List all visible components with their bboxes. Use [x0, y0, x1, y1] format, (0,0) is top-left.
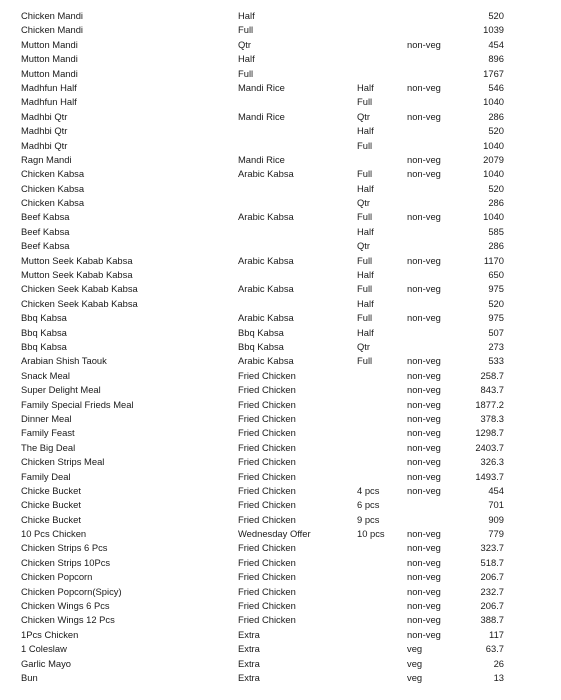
item-category: Fried Chicken [238, 585, 296, 597]
menu-row [0, 657, 561, 671]
item-category: Fried Chicken [238, 600, 296, 612]
item-name: Mutton Mandi [21, 67, 78, 79]
item-diet-type: non-veg [407, 412, 441, 424]
item-name: Chicken Strips 10Pcs [21, 556, 111, 568]
menu-row [0, 628, 561, 642]
item-size: Full [357, 211, 373, 223]
menu-row [0, 613, 561, 627]
item-price: 1767 [483, 67, 504, 79]
menu-row [0, 498, 561, 512]
item-diet-type: non-veg [407, 254, 441, 266]
item-name: Mutton Seek Kabab Kabsa [21, 269, 133, 281]
item-name: Mutton Mandi [21, 53, 78, 65]
item-price: 117 [489, 628, 504, 640]
item-diet-type: non-veg [407, 369, 441, 381]
item-price: 585 [488, 225, 504, 237]
item-category: Full [238, 67, 254, 79]
item-name: Chicken Kabsa [21, 182, 85, 194]
item-category: Fried Chicken [238, 614, 296, 626]
item-price: 378.3 [480, 412, 504, 424]
item-category: Fried Chicken [238, 384, 296, 396]
item-price: 2079 [483, 153, 504, 165]
item-name: Bun [21, 671, 38, 683]
item-price: 520 [488, 297, 504, 309]
item-name: Chicke Bucket [21, 513, 81, 525]
item-category: Fried Chicken [238, 484, 296, 496]
item-name: Chicken Mandi [21, 24, 84, 36]
menu-row [0, 671, 561, 685]
item-name: Madhfun Half [21, 81, 77, 93]
item-category: Full [238, 24, 254, 36]
menu-row [0, 599, 561, 613]
item-price: 326.3 [480, 456, 504, 468]
item-category: Fried Chicken [238, 542, 296, 554]
item-category: Fried Chicken [238, 456, 296, 468]
item-price: 323.7 [480, 542, 504, 554]
item-diet-type: non-veg [407, 110, 441, 122]
item-price: 507 [488, 326, 504, 338]
menu-row [0, 139, 561, 153]
item-price: 701 [488, 499, 504, 511]
item-diet-type: non-veg [407, 600, 441, 612]
menu-row [0, 239, 561, 253]
item-category: Half [238, 53, 255, 65]
item-price: 896 [488, 53, 504, 65]
item-price: 1040 [483, 211, 504, 223]
item-diet-type: non-veg [407, 628, 441, 640]
item-category: Fried Chicken [238, 441, 296, 453]
item-price: 520 [488, 10, 504, 21]
item-size: Full [357, 355, 373, 367]
item-category: Arabic Kabsa [238, 168, 294, 180]
item-category: Mandi Rice [238, 81, 285, 93]
item-price: 13 [493, 671, 504, 683]
item-diet-type: non-veg [407, 542, 441, 554]
menu-row [0, 110, 561, 124]
item-diet-type: non-veg [407, 81, 441, 93]
item-name: Mutton Seek Kabab Kabsa [21, 254, 133, 266]
item-name: Madhbi Qtr [21, 110, 68, 122]
menu-row [0, 52, 561, 66]
menu-row [0, 383, 561, 397]
item-name: Bbq Kabsa [21, 340, 67, 352]
item-name: Mutton Mandi [21, 38, 78, 50]
item-diet-type: non-veg [407, 456, 441, 468]
item-name: The Big Deal [21, 441, 76, 453]
item-name: Arabian Shish Taouk [21, 355, 107, 367]
item-name: Chicken Kabsa [21, 197, 85, 209]
item-size: Half [357, 125, 374, 137]
item-diet-type: non-veg [407, 528, 441, 540]
menu-row [0, 455, 561, 469]
item-price: 518.7 [480, 556, 504, 568]
item-price: 63.7 [485, 643, 504, 655]
item-name: Chicken Seek Kabab Kabsa [21, 297, 138, 309]
item-size: Half [357, 182, 374, 194]
item-category: Bbq Kabsa [238, 340, 284, 352]
item-price: 1877.2 [475, 398, 504, 410]
item-price: 909 [488, 513, 504, 525]
item-name: Chicke Bucket [21, 484, 81, 496]
item-diet-type: non-veg [407, 556, 441, 568]
item-diet-type: veg [407, 657, 423, 669]
menu-row [0, 196, 561, 210]
menu-row [0, 210, 561, 224]
item-diet-type: non-veg [407, 283, 441, 295]
item-category: Mandi Rice [238, 110, 285, 122]
item-size: Half [357, 225, 374, 237]
menu-row [0, 254, 561, 268]
item-price: 650 [488, 269, 504, 281]
item-diet-type: non-veg [407, 168, 441, 180]
item-category: Extra [238, 671, 260, 683]
menu-row [0, 167, 561, 181]
item-diet-type: non-veg [407, 484, 441, 496]
item-diet-type: non-veg [407, 384, 441, 396]
menu-row [0, 124, 561, 138]
item-size: Full [357, 312, 373, 324]
item-diet-type: non-veg [407, 571, 441, 583]
menu-row [0, 81, 561, 95]
item-category: Fried Chicken [238, 412, 296, 424]
item-price: 1493.7 [475, 470, 504, 482]
menu-row [0, 297, 561, 311]
menu-row [0, 340, 561, 354]
item-name: Chicken Wings 12 Pcs [21, 614, 115, 626]
menu-row [0, 182, 561, 196]
item-category: Arabic Kabsa [238, 254, 294, 266]
menu-row [0, 470, 561, 484]
item-name: Madhbi Qtr [21, 125, 68, 137]
menu-row [0, 642, 561, 656]
item-size: Qtr [357, 197, 371, 209]
item-name: Chicken Strips Meal [21, 456, 105, 468]
item-price: 843.7 [480, 384, 504, 396]
item-category: Bbq Kabsa [238, 326, 284, 338]
item-name: Garlic Mayo [21, 657, 72, 669]
item-diet-type: non-veg [407, 441, 441, 453]
item-price: 546 [488, 81, 504, 93]
item-size: 4 pcs [357, 484, 380, 496]
menu-price-list [0, 9, 561, 685]
menu-row [0, 570, 561, 584]
item-price: 1298.7 [475, 427, 504, 439]
item-name: Bbq Kabsa [21, 312, 67, 324]
item-name: 1 Coleslaw [21, 643, 67, 655]
item-name: Beef Kabsa [21, 211, 70, 223]
menu-row [0, 527, 561, 541]
item-size: Full [357, 168, 373, 180]
item-name: Ragn Mandi [21, 153, 72, 165]
item-name: Family Special Frieds Meal [21, 398, 134, 410]
item-diet-type: non-veg [407, 38, 441, 50]
item-price: 1040 [483, 96, 504, 108]
item-category: Arabic Kabsa [238, 211, 294, 223]
menu-row [0, 67, 561, 81]
item-category: Mandi Rice [238, 153, 285, 165]
item-price: 286 [488, 197, 504, 209]
item-diet-type: veg [407, 643, 423, 655]
item-price: 206.7 [480, 571, 504, 583]
menu-row [0, 153, 561, 167]
item-price: 454 [488, 484, 504, 496]
item-price: 388.7 [480, 614, 504, 626]
menu-row [0, 9, 561, 23]
item-size: Full [357, 254, 373, 266]
item-size: Half [357, 269, 374, 281]
item-name: Chicken Popcorn(Spicy) [21, 585, 122, 597]
item-category: Fried Chicken [238, 499, 296, 511]
item-price: 975 [488, 283, 504, 295]
menu-row [0, 95, 561, 109]
menu-row [0, 354, 561, 368]
item-name: Chicke Bucket [21, 499, 81, 511]
item-name: Snack Meal [21, 369, 70, 381]
item-diet-type: non-veg [407, 614, 441, 626]
item-name: Chicken Strips 6 Pcs [21, 542, 108, 554]
item-price: 286 [488, 110, 504, 122]
menu-row [0, 23, 561, 37]
item-name: Madhbi Qtr [21, 139, 68, 151]
item-category: Fried Chicken [238, 513, 296, 525]
item-name: Family Deal [21, 470, 71, 482]
item-name: Chicken Seek Kabab Kabsa [21, 283, 138, 295]
item-category: Extra [238, 643, 260, 655]
menu-row [0, 398, 561, 412]
item-price: 520 [488, 125, 504, 137]
item-price: 258.7 [480, 369, 504, 381]
item-price: 779 [488, 528, 504, 540]
item-diet-type: non-veg [407, 355, 441, 367]
menu-row [0, 585, 561, 599]
item-name: Chicken Mandi [21, 10, 84, 21]
menu-row [0, 311, 561, 325]
item-name: Madhfun Half [21, 96, 77, 108]
item-price: 273 [488, 340, 504, 352]
menu-row [0, 513, 561, 527]
menu-row [0, 369, 561, 383]
item-size: Qtr [357, 340, 371, 352]
item-size: 10 pcs [357, 528, 385, 540]
item-category: Fried Chicken [238, 369, 296, 381]
item-size: Full [357, 283, 373, 295]
item-diet-type: veg [407, 671, 423, 683]
item-diet-type: non-veg [407, 470, 441, 482]
menu-row [0, 38, 561, 52]
item-price: 1040 [483, 139, 504, 151]
menu-row [0, 441, 561, 455]
item-diet-type: non-veg [407, 153, 441, 165]
menu-row [0, 268, 561, 282]
item-name: Family Feast [21, 427, 75, 439]
item-category: Extra [238, 657, 260, 669]
item-diet-type: non-veg [407, 427, 441, 439]
item-name: Dinner Meal [21, 412, 72, 424]
item-name: Chicken Wings 6 Pcs [21, 600, 110, 612]
menu-row [0, 426, 561, 440]
item-name: Super Delight Meal [21, 384, 101, 396]
item-diet-type: non-veg [407, 585, 441, 597]
item-price: 1040 [483, 168, 504, 180]
item-price: 454 [488, 38, 504, 50]
item-size: Full [357, 96, 373, 108]
item-price: 975 [488, 312, 504, 324]
item-size: 6 pcs [357, 499, 380, 511]
item-category: Qtr [238, 38, 252, 50]
item-size: Qtr [357, 110, 371, 122]
item-diet-type: non-veg [407, 398, 441, 410]
item-size: Half [357, 326, 374, 338]
menu-row [0, 556, 561, 570]
item-category: Fried Chicken [238, 427, 296, 439]
item-price: 1170 [483, 254, 504, 266]
item-name: 1Pcs Chicken [21, 628, 79, 640]
item-category: Arabic Kabsa [238, 283, 294, 295]
item-category: Arabic Kabsa [238, 355, 294, 367]
item-size: 9 pcs [357, 513, 380, 525]
item-price: 286 [488, 240, 504, 252]
menu-row [0, 541, 561, 555]
item-price: 206.7 [480, 600, 504, 612]
item-size: Full [357, 139, 373, 151]
item-name: Chicken Kabsa [21, 168, 85, 180]
item-name: Beef Kabsa [21, 225, 70, 237]
menu-row [0, 282, 561, 296]
item-price: 1039 [483, 24, 504, 36]
item-price: 232.7 [480, 585, 504, 597]
item-name: Beef Kabsa [21, 240, 70, 252]
item-price: 26 [493, 657, 504, 669]
item-category: Wednesday Offer [238, 528, 311, 540]
item-name: Bbq Kabsa [21, 326, 67, 338]
item-diet-type: non-veg [407, 211, 441, 223]
item-category: Extra [238, 628, 260, 640]
item-name: Chicken Popcorn [21, 571, 93, 583]
item-price: 2403.7 [475, 441, 504, 453]
item-category: Fried Chicken [238, 398, 296, 410]
item-name: 10 Pcs Chicken [21, 528, 87, 540]
item-size: Half [357, 297, 374, 309]
item-size: Qtr [357, 240, 371, 252]
item-category: Fried Chicken [238, 556, 296, 568]
menu-row [0, 225, 561, 239]
item-category: Arabic Kabsa [238, 312, 294, 324]
menu-row [0, 326, 561, 340]
item-price: 533 [488, 355, 504, 367]
item-category: Fried Chicken [238, 470, 296, 482]
menu-row [0, 412, 561, 426]
item-size: Half [357, 81, 374, 93]
item-category: Half [238, 10, 255, 21]
item-price: 520 [488, 182, 504, 194]
menu-row [0, 484, 561, 498]
item-diet-type: non-veg [407, 312, 441, 324]
item-category: Fried Chicken [238, 571, 296, 583]
